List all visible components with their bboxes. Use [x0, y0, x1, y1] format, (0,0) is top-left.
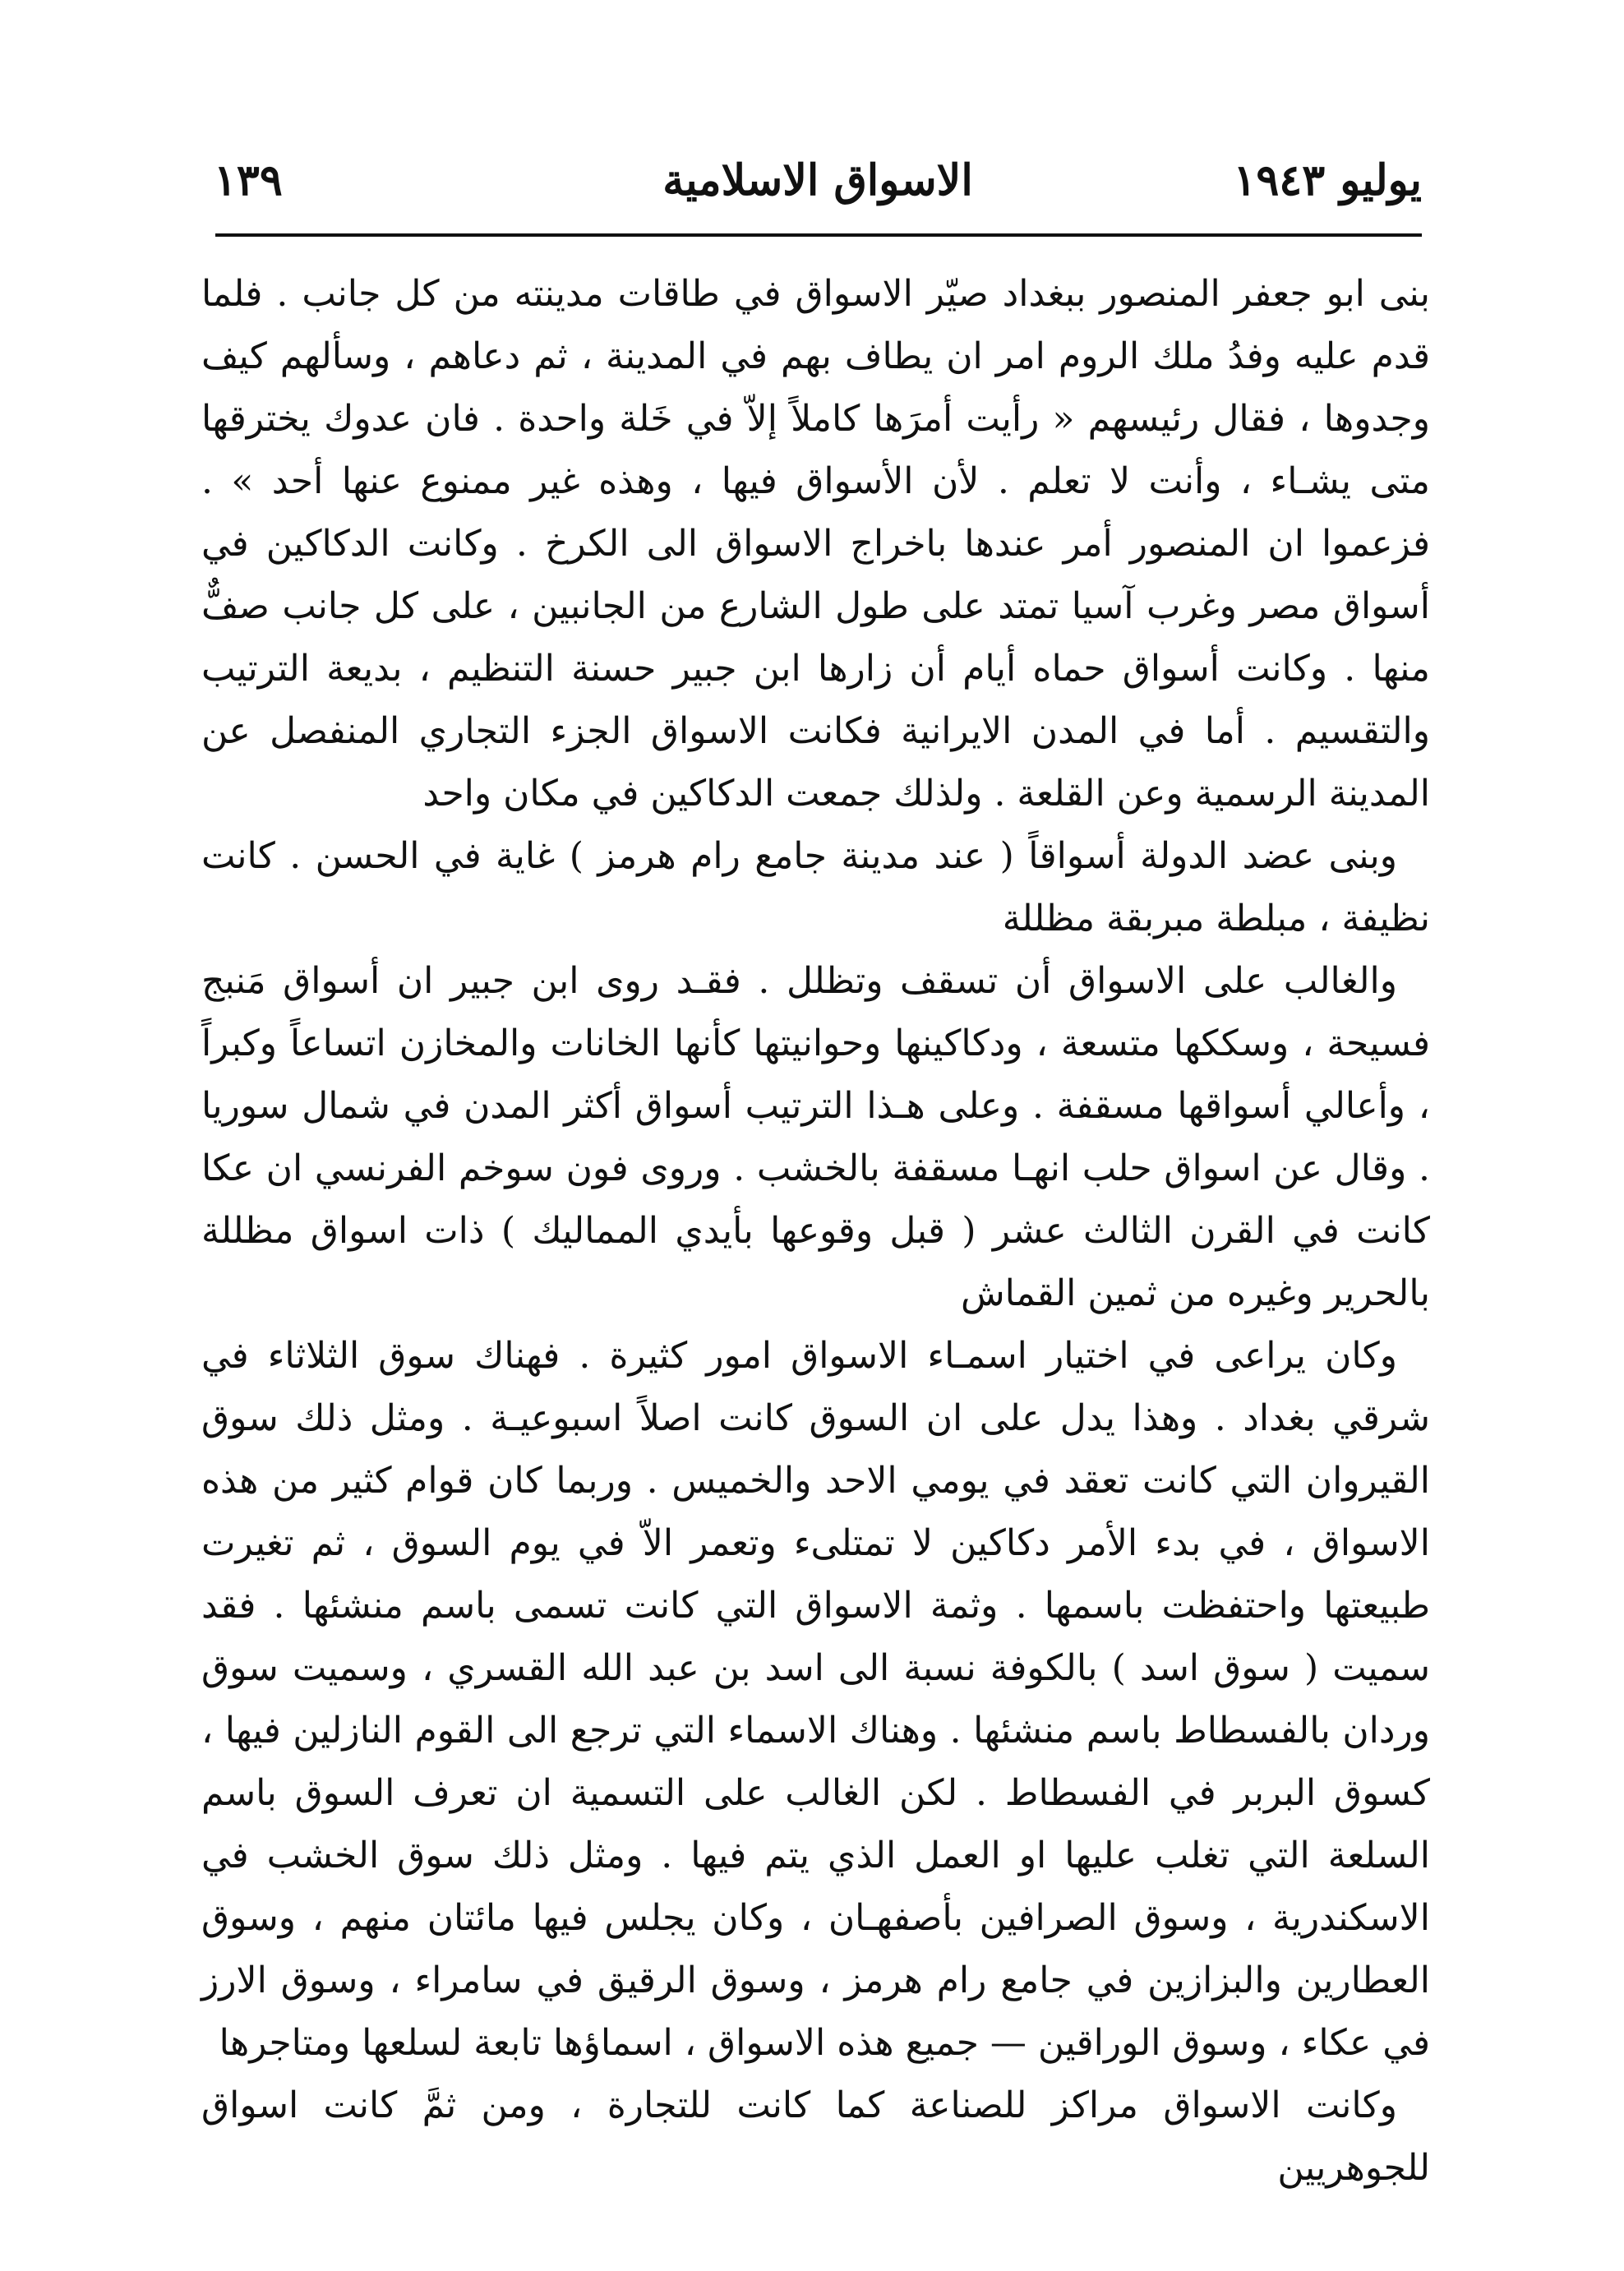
page-number: ١٣٩: [214, 155, 283, 205]
running-header: [214, 148, 1422, 214]
issue-date: يوليو ١٩٤٣: [1233, 155, 1422, 205]
paragraph: وبنى عضد الدولة أسواقاً ( عند مدينة جامع رام هرمز ) غاية في الحسن . كانت نظيفة ، مبلطة مبربقة مظللة: [201, 835, 1430, 939]
body-text: [201, 263, 1430, 2199]
running-title: الاسواق الاسلامية: [662, 155, 973, 205]
paragraph: بنى ابو جعفر المنصور ببغداد صيّر الاسواق في طاقات مدينته من كل جانب . فلما قدم عليه وفدُ ملك الروم امر ان يطاف بهم في المدينة ، ثم دعاهم ، وسألهم كيف وجدوها ، فقال رئيسهم « رأيت أمرَها كاملاً إلاّ في خَلة واحدة . فان عدوك يخترقها متى يشـاء ، وأنت لا تعلم . لأن الأسواق فيها ، وهذه غير ممنوع عنها أحد » . فزعموا ان المنصور أمر عندها باخراج الاسواق الى الكرخ . وكانت الدكاكين في أسواق مصر وغرب آسيا تمتد على طول الشارع من الجانبين ، على كل جانب صفٌّ منها . وكانت أسواق حماه أيام أن زارها ابن جبير حسنة التنظيم ، بديعة الترتيب والتقسيم . أما في المدن الايرانية فكانت الاسواق الجزء التجاري المنفصل عن المدينة الرسمية وعن القلعة . ولذلك جمعت الدكاكين في مكان واحد: [201, 273, 1430, 815]
paragraph: وكان يراعى في اختيار اسمـاء الاسواق امور كثيرة . فهناك سوق الثلاثاء في شرقي بغداد . وهذا يدل على ان السوق كانت اصلاً اسبوعيـة . ومثل ذلك سوق القيروان التي كانت تعقد في يومي الاحد والخميس . وربما كان قوام كثير من هذه الاسواق ، في بدء الأمر دكاكين لا تمتلىء وتعمر الاّ في يوم السوق ، ثم تغيرت طبيعتها واحتفظت باسمها . وثمة الاسواق التي كانت تسمى باسم منشئها . فقد سميت ( سوق اسد ) بالكوفة نسبة الى اسد بن عبد الله القسري ، وسميت سوق وردان بالفسطاط باسم منشئها . وهناك الاسماء التي ترجع الى القوم النازلين فيها ، كسوق البربر في الفسطاط . لكن الغالب على التسمية ان تعرف السوق باسم السلعة التي تغلب عليها او العمل الذي يتم فيها . ومثل ذلك سوق الخشب في الاسكندرية ، وسوق الصرافين بأصفهـان ، وكان يجلس فيها مائتان منهم ، وسوق العطارين والبزازين في جامع رام هرمز ، وسوق الرقيق في سامراء ، وسوق الارز في عكاء ، وسوق الوراقين — جميع هذه الاسواق ، اسماؤها تابعة لسلعها ومتاجرها: [201, 1335, 1431, 2064]
paragraph: وكانت الاسواق مراكز للصناعة كما كانت للتجارة ، ومن ثمَّ كانت اسواق للجوهريين: [201, 2084, 1430, 2189]
header-rule: [215, 233, 1422, 237]
paragraph: والغالب على الاسواق أن تسقف وتظلل . فقـد روى ابن جبير ان أسواق مَنبج فسيحة ، وسككها متسعة ، ودكاكينها وحوانيتها كأنها الخانات والمخازن اتساعاً وكبراً ، وأعالي أسواقها مسقفة . وعلى هـذا الترتيب أسواق أكثر المدن في شمال سوريا . وقال عن اسواق حلب انهـا مسقفة بالخشب . وروى فون سوخم الفرنسي ان عكا كانت في القرن الثالث عشر ( قبل وقوعها بأيدي المماليك ) ذات اسواق مظللة بالحرير وغيره من ثمين القماش: [201, 960, 1430, 1314]
